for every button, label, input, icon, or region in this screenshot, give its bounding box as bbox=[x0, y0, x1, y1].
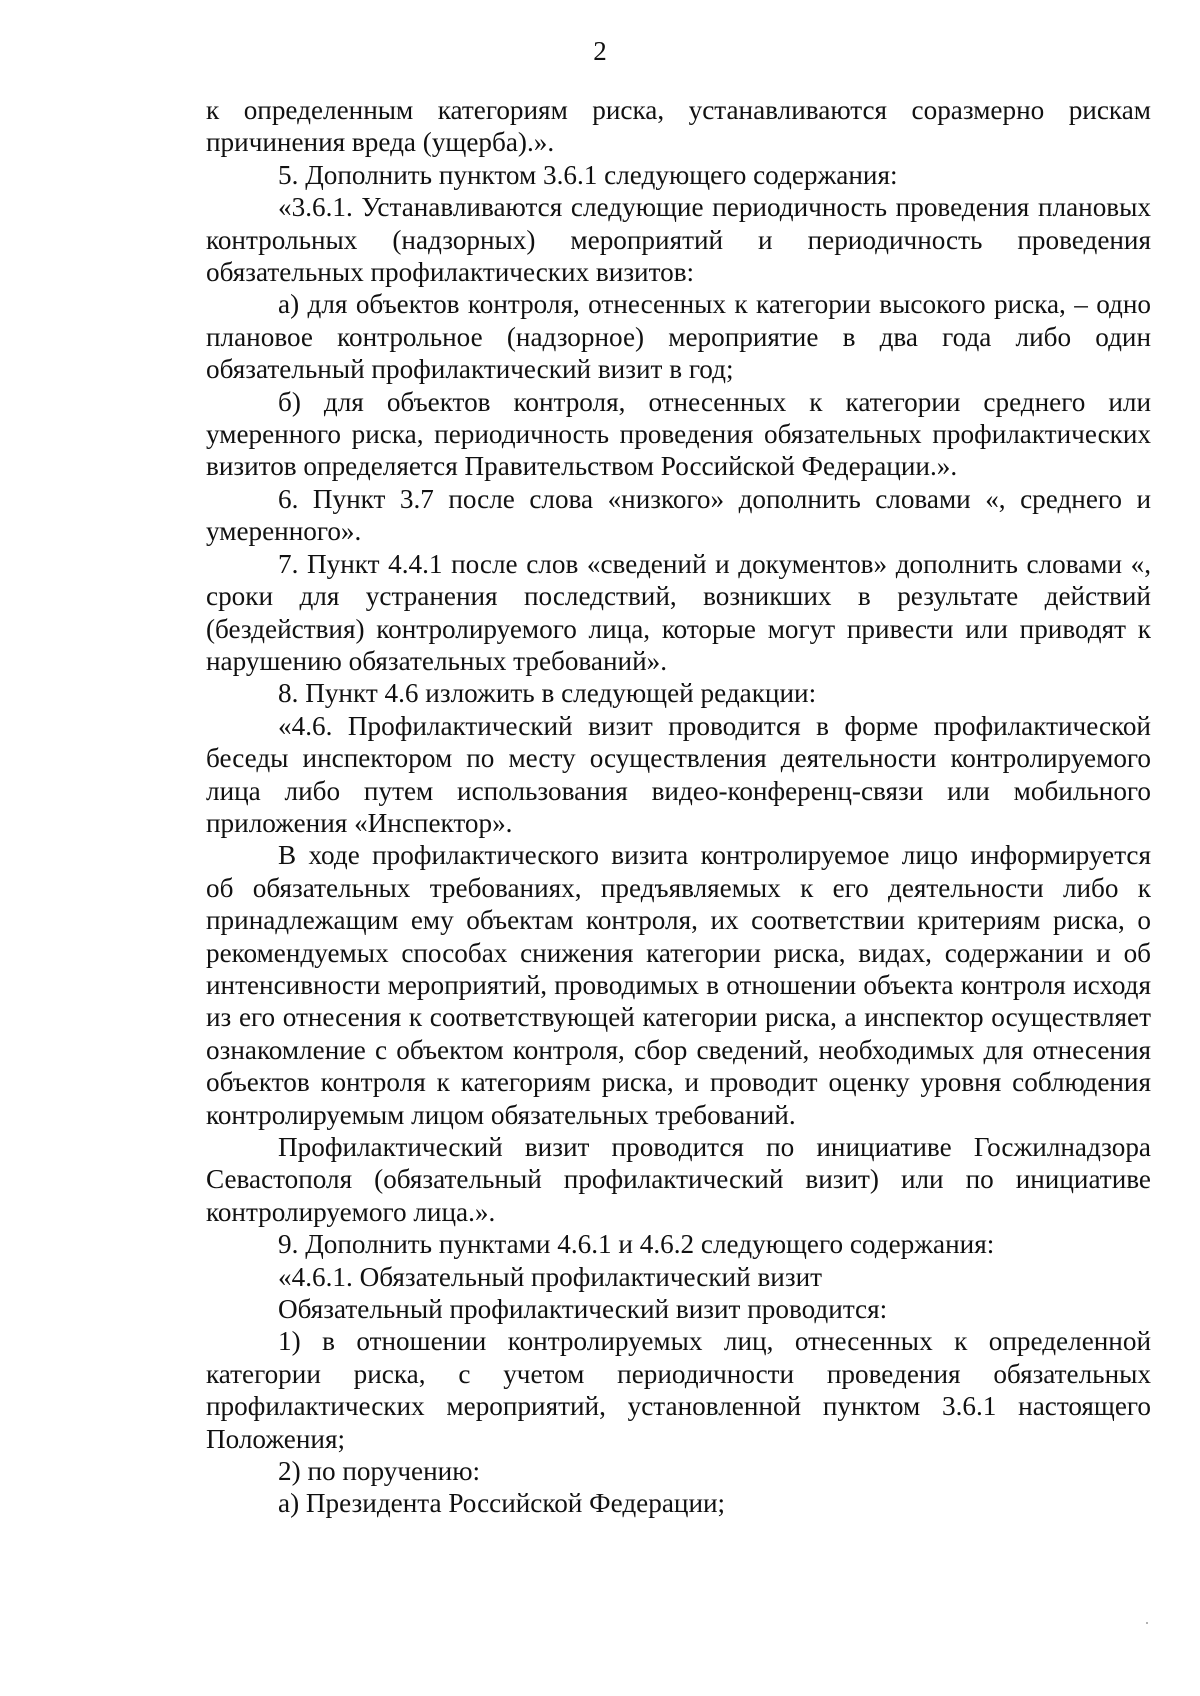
paragraph-subitem-1: 1) в отношении контролируемых лиц, отнесенных к определенной категории риска, с учетом периодичности проведения обязательных профилактических мероприятий, установленной пунктом 3.6.1 настоящего Положения; bbox=[206, 1326, 1151, 1454]
page-number: 2 bbox=[593, 36, 607, 66]
paragraph-item-6: 6. Пункт 3.7 после слова «низкого» дополнить словами «, среднего и умеренного». bbox=[206, 483, 1151, 547]
paragraph-continuation: к определенным категориям риска, устанавливаются соразмерно рискам причинения вреда (ущерба).». bbox=[206, 95, 1151, 158]
document-body bbox=[206, 94, 1151, 1520]
paragraph-subitem-a-high-risk: а) для объектов контроля, отнесенных к категории высокого риска, – одно плановое контрольное (надзорное) мероприятие в два года либо один обязательный профилактический визит в год; bbox=[206, 289, 1151, 385]
paragraph-item-5: 5. Дополнить пунктом 3.6.1 следующего содержания: bbox=[278, 159, 898, 190]
paragraph-item-7: 7. Пункт 4.4.1 после слов «сведений и документов» дополнить словами «, сроки для устранения последствий, возникших в результате действий (бездействия) контролируемого лица, которые могут привести или приводят к нарушению обязательных требований». bbox=[206, 548, 1151, 676]
paragraph-item-9: 9. Дополнить пунктами 4.6.1 и 4.6.2 следующего содержания: bbox=[278, 1229, 995, 1260]
paragraph-subitem-2: 2) по поручению: bbox=[278, 1456, 481, 1487]
paragraph-mandatory-visit-intro: Обязательный профилактический визит проводится: bbox=[278, 1294, 888, 1325]
scan-speck bbox=[1146, 1622, 1148, 1624]
paragraph-subitem-2a: а) Президента Российской Федерации; bbox=[278, 1488, 726, 1519]
paragraph-subitem-b-medium-risk: б) для объектов контроля, отнесенных к категории среднего или умеренного риска, периодичность проведения обязательных профилактических визитов определяется Правительством Российской Федерации.». bbox=[206, 386, 1151, 482]
paragraph-clause-4-6: «4.6. Профилактический визит проводится в форме профилактической беседы инспектором по месту осуществления деятельности контролируемого лица либо путем использования видео-конференц-связи или мобильного приложения «Инспектор». bbox=[206, 710, 1151, 838]
paragraph-clause-3-6-1: «3.6.1. Устанавливаются следующие периодичность проведения плановых контрольных (надзорных) мероприятий и периодичность проведения обязательных профилактических визитов: bbox=[206, 192, 1151, 288]
paragraph-visit-initiative: Профилактический визит проводится по инициативе Госжилнадзора Севастополя (обязательный профилактический визит) или по инициативе контролируемого лица.». bbox=[206, 1132, 1151, 1227]
paragraph-clause-4-6-1: «4.6.1. Обязательный профилактический визит bbox=[278, 1261, 823, 1292]
paragraph-item-8: 8. Пункт 4.6 изложить в следующей редакции: bbox=[278, 678, 817, 709]
paragraph-visit-content: В ходе профилактического визита контролируемое лицо информируется об обязательных требованиях, предъявляемых к его деятельности либо к принадлежащим ему объектам контроля, их соответствии критериям риска, о рекомендуемых способах снижения категории риска, видах, содержании и об интенсивности мероприятий, проводимых в отношении объекта контроля исходя из его отнесения к соответствующей категории риска, а инспектор осуществляет ознакомление с объектом контроля, сбор сведений, необходимых для отнесения объектов контроля к категориям риска, и проводит оценку уровня соблюдения контролируемым лицом обязательных требований. bbox=[206, 840, 1151, 1130]
